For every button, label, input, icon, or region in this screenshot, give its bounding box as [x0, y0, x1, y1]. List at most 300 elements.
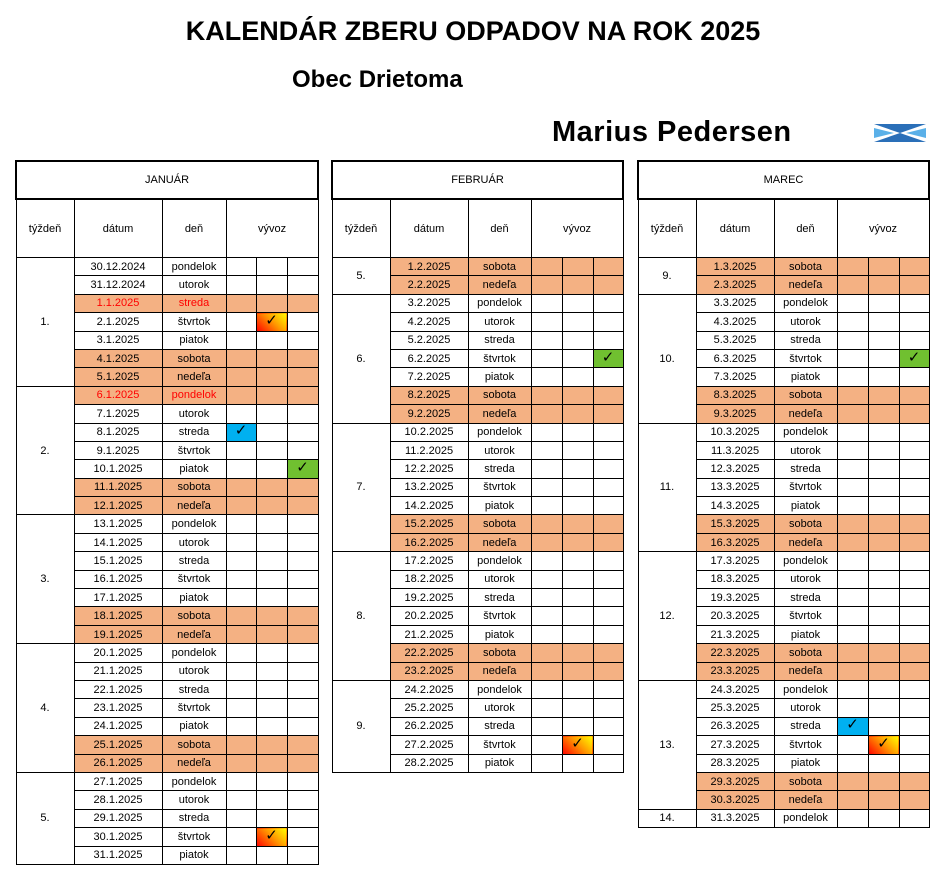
column-header-day: deň — [774, 199, 837, 258]
date-cell: 29.1.2025 — [74, 809, 162, 827]
pickup-cell — [899, 405, 929, 423]
pickup-cell — [226, 533, 256, 551]
pickup-cell — [837, 386, 868, 404]
day-name-cell: pondelok — [774, 423, 837, 441]
date-cell: 7.3.2025 — [696, 368, 774, 386]
day-name-cell: štvrtok — [162, 441, 226, 459]
pickup-cell — [593, 294, 623, 312]
pickup-cell — [868, 809, 899, 827]
pickup-cell — [593, 533, 623, 551]
pickup-cell — [256, 405, 287, 423]
date-cell: 27.3.2025 — [696, 736, 774, 754]
pickup-cell — [837, 791, 868, 809]
brand-name: Marius Pedersen — [552, 116, 792, 148]
pickup-cell — [287, 405, 318, 423]
column-header-day: deň — [468, 199, 531, 258]
pickup-cell — [226, 809, 256, 827]
pickup-cell — [256, 644, 287, 662]
date-cell: 1.3.2025 — [696, 258, 774, 276]
date-cell: 22.3.2025 — [696, 644, 774, 662]
pickup-cell — [256, 349, 287, 367]
pickup-cell — [837, 276, 868, 294]
pickup-cell — [287, 846, 318, 864]
date-cell: 24.1.2025 — [74, 717, 162, 735]
pickup-cell — [256, 258, 287, 276]
date-cell: 3.1.2025 — [74, 331, 162, 349]
date-cell: 31.1.2025 — [74, 846, 162, 864]
day-name-cell: piatok — [162, 846, 226, 864]
pickup-cell — [593, 699, 623, 717]
pickup-cell — [868, 680, 899, 698]
pickup-cell — [226, 625, 256, 643]
pickup-cell — [287, 607, 318, 625]
pickup-cell — [287, 644, 318, 662]
day-name-cell: sobota — [162, 736, 226, 754]
day-name-cell: pondelok — [162, 772, 226, 790]
week-number: 13. — [638, 680, 696, 809]
day-name-cell: piatok — [468, 497, 531, 515]
pickup-cell — [562, 662, 593, 680]
pickup-cell — [226, 276, 256, 294]
week-number: 11. — [638, 423, 696, 552]
day-name-cell: nedeľa — [162, 497, 226, 515]
pickup-cell — [562, 423, 593, 441]
day-name-cell: utorok — [468, 441, 531, 459]
pickup-cell — [868, 386, 899, 404]
pickup-cell — [837, 552, 868, 570]
day-name-cell: piatok — [774, 497, 837, 515]
date-cell: 23.3.2025 — [696, 662, 774, 680]
date-cell: 29.3.2025 — [696, 772, 774, 790]
pickup-cell — [899, 644, 929, 662]
pickup-cell — [256, 699, 287, 717]
day-name-cell: nedeľa — [162, 625, 226, 643]
municipality-name: Obec Drietoma — [292, 66, 463, 93]
pickup-cell — [868, 772, 899, 790]
day-name-cell: štvrtok — [162, 699, 226, 717]
month-table — [637, 160, 930, 828]
day-name-cell: streda — [468, 331, 531, 349]
pickup-cell — [837, 644, 868, 662]
day-name-cell: pondelok — [162, 386, 226, 404]
date-cell: 8.1.2025 — [74, 423, 162, 441]
day-name-cell: pondelok — [468, 294, 531, 312]
date-cell: 13.1.2025 — [74, 515, 162, 533]
pickup-cell — [899, 772, 929, 790]
pickup-cell — [226, 515, 256, 533]
pickup-cell — [837, 368, 868, 386]
pickup-cell — [287, 294, 318, 312]
day-name-cell: piatok — [468, 754, 531, 772]
day-name-cell: pondelok — [162, 258, 226, 276]
date-cell: 2.1.2025 — [74, 313, 162, 331]
day-name-cell: štvrtok — [162, 313, 226, 331]
pickup-cell — [562, 276, 593, 294]
day-name-cell: pondelok — [774, 809, 837, 827]
day-name-cell: streda — [774, 331, 837, 349]
pickup-cell — [837, 349, 868, 367]
pickup-cell — [899, 736, 929, 754]
pickup-cell — [256, 717, 287, 735]
pickup-cell — [868, 276, 899, 294]
date-cell: 7.2.2025 — [390, 368, 468, 386]
day-name-cell: sobota — [468, 258, 531, 276]
pickup-cell — [226, 680, 256, 698]
week-number: 7. — [332, 423, 390, 552]
pickup-cell — [226, 772, 256, 790]
pickup-cell — [287, 368, 318, 386]
date-cell: 8.2.2025 — [390, 386, 468, 404]
date-cell: 17.3.2025 — [696, 552, 774, 570]
column-header-day: deň — [162, 199, 226, 258]
pickup-cell — [899, 607, 929, 625]
pickup-cell — [562, 313, 593, 331]
pickup-cell — [899, 276, 929, 294]
date-cell: 26.1.2025 — [74, 754, 162, 772]
date-cell: 5.2.2025 — [390, 331, 468, 349]
pickup-cell — [562, 349, 593, 367]
pickup-cell — [837, 478, 868, 496]
checkmark-icon: ✓ — [846, 717, 859, 734]
pickup-cell — [287, 386, 318, 404]
day-row — [332, 552, 623, 570]
date-cell: 28.3.2025 — [696, 754, 774, 772]
pickup-cell — [562, 589, 593, 607]
date-cell: 20.1.2025 — [74, 644, 162, 662]
day-name-cell: utorok — [774, 570, 837, 588]
pickup-cell — [226, 754, 256, 772]
column-header-week: týždeň — [332, 199, 390, 258]
day-row — [16, 644, 318, 662]
pickup-cell — [226, 699, 256, 717]
pickup-cell — [531, 497, 562, 515]
date-cell: 18.3.2025 — [696, 570, 774, 588]
pickup-cell — [837, 680, 868, 698]
day-name-cell: pondelok — [162, 644, 226, 662]
pickup-cell — [256, 552, 287, 570]
column-header-date: dátum — [696, 199, 774, 258]
pickup-cell — [562, 699, 593, 717]
date-cell: 15.2.2025 — [390, 515, 468, 533]
pickup-cell — [531, 349, 562, 367]
pickup-cell — [531, 405, 562, 423]
pickup-cell — [593, 607, 623, 625]
pickup-cell — [226, 349, 256, 367]
date-cell: 17.1.2025 — [74, 589, 162, 607]
day-name-cell: štvrtok — [162, 570, 226, 588]
pickup-cell — [837, 754, 868, 772]
date-cell: 15.1.2025 — [74, 552, 162, 570]
pickup-cell — [868, 662, 899, 680]
day-name-cell: nedeľa — [468, 276, 531, 294]
pickup-cell — [899, 589, 929, 607]
pickup-cell — [531, 386, 562, 404]
day-name-cell: streda — [162, 809, 226, 827]
day-name-cell: nedeľa — [774, 405, 837, 423]
day-name-cell: utorok — [162, 276, 226, 294]
pickup-cell — [899, 717, 929, 735]
column-header-pickup: vývoz — [531, 199, 623, 258]
pickup-cell — [256, 736, 287, 754]
pickup-cell — [899, 423, 929, 441]
day-name-cell: štvrtok — [774, 736, 837, 754]
pickup-cell — [593, 331, 623, 349]
date-cell: 8.3.2025 — [696, 386, 774, 404]
day-name-cell: utorok — [162, 662, 226, 680]
day-name-cell: piatok — [162, 717, 226, 735]
pickup-cell — [226, 386, 256, 404]
pickup-cell — [226, 607, 256, 625]
pickup-cell — [287, 423, 318, 441]
day-name-cell: utorok — [162, 791, 226, 809]
day-name-cell: štvrtok — [468, 478, 531, 496]
pickup-cell — [868, 552, 899, 570]
pickup-cell — [868, 570, 899, 588]
pickup-cell — [531, 717, 562, 735]
pickup-mark-green — [899, 349, 929, 367]
day-name-cell: sobota — [774, 258, 837, 276]
pickup-cell — [287, 699, 318, 717]
pickup-cell — [899, 699, 929, 717]
pickup-cell — [287, 662, 318, 680]
pickup-cell — [562, 497, 593, 515]
pickup-cell — [531, 294, 562, 312]
pickup-cell — [531, 552, 562, 570]
day-name-cell: sobota — [774, 772, 837, 790]
pickup-cell — [837, 313, 868, 331]
pickup-cell — [287, 570, 318, 588]
pickup-mark-grad — [562, 736, 593, 754]
pickup-cell — [868, 368, 899, 386]
date-cell: 19.1.2025 — [74, 625, 162, 643]
pickup-cell — [531, 258, 562, 276]
pickup-mark-green — [593, 349, 623, 367]
pickup-cell — [837, 662, 868, 680]
pickup-cell — [226, 258, 256, 276]
day-name-cell: streda — [162, 680, 226, 698]
pickup-cell — [593, 570, 623, 588]
pickup-cell — [562, 607, 593, 625]
month-table — [331, 160, 624, 773]
pickup-cell — [226, 478, 256, 496]
pickup-cell — [562, 258, 593, 276]
pickup-cell — [256, 589, 287, 607]
day-row — [332, 423, 623, 441]
date-cell: 15.3.2025 — [696, 515, 774, 533]
day-name-cell: sobota — [774, 386, 837, 404]
pickup-cell — [899, 625, 929, 643]
pickup-cell — [287, 589, 318, 607]
day-name-cell: utorok — [162, 405, 226, 423]
pickup-cell — [593, 515, 623, 533]
week-number: 9. — [332, 680, 390, 772]
date-cell: 11.2.2025 — [390, 441, 468, 459]
pickup-cell — [287, 736, 318, 754]
date-cell: 6.2.2025 — [390, 349, 468, 367]
pickup-cell — [593, 552, 623, 570]
pickup-cell — [531, 680, 562, 698]
pickup-cell — [868, 791, 899, 809]
pickup-cell — [256, 809, 287, 827]
pickup-cell — [256, 368, 287, 386]
pickup-cell — [531, 607, 562, 625]
day-name-cell: piatok — [774, 754, 837, 772]
pickup-cell — [837, 258, 868, 276]
day-name-cell: utorok — [774, 313, 837, 331]
date-cell: 9.1.2025 — [74, 441, 162, 459]
pickup-cell — [837, 625, 868, 643]
date-cell: 6.3.2025 — [696, 349, 774, 367]
date-cell: 10.1.2025 — [74, 460, 162, 478]
date-cell: 4.2.2025 — [390, 313, 468, 331]
pickup-cell — [226, 331, 256, 349]
date-cell: 5.1.2025 — [74, 368, 162, 386]
month-name: FEBRUÁR — [332, 161, 623, 199]
date-cell: 4.1.2025 — [74, 349, 162, 367]
pickup-cell — [837, 570, 868, 588]
date-cell: 18.1.2025 — [74, 607, 162, 625]
pickup-cell — [899, 313, 929, 331]
pickup-cell — [531, 644, 562, 662]
pickup-cell — [868, 589, 899, 607]
date-cell: 9.2.2025 — [390, 405, 468, 423]
date-cell: 25.1.2025 — [74, 736, 162, 754]
pickup-cell — [562, 717, 593, 735]
pickup-cell — [287, 828, 318, 846]
pickup-cell — [562, 552, 593, 570]
pickup-cell — [562, 754, 593, 772]
date-cell: 26.3.2025 — [696, 717, 774, 735]
day-name-cell: štvrtok — [468, 349, 531, 367]
pickup-cell — [256, 625, 287, 643]
pickup-cell — [531, 460, 562, 478]
pickup-cell — [256, 772, 287, 790]
pickup-cell — [531, 570, 562, 588]
pickup-cell — [531, 276, 562, 294]
date-cell: 20.2.2025 — [390, 607, 468, 625]
pickup-cell — [562, 368, 593, 386]
checkmark-icon: ✓ — [601, 349, 615, 366]
pickup-cell — [837, 809, 868, 827]
calendar-february — [331, 160, 624, 773]
day-name-cell: štvrtok — [468, 607, 531, 625]
pickup-cell — [899, 515, 929, 533]
month-name: JANUÁR — [16, 161, 318, 199]
day-name-cell: utorok — [468, 313, 531, 331]
day-name-cell: piatok — [774, 625, 837, 643]
date-cell: 26.2.2025 — [390, 717, 468, 735]
day-row — [638, 552, 929, 570]
week-number: 12. — [638, 552, 696, 681]
pickup-cell — [531, 331, 562, 349]
date-cell: 12.2.2025 — [390, 460, 468, 478]
day-name-cell: pondelok — [468, 680, 531, 698]
pickup-cell — [593, 644, 623, 662]
pickup-cell — [226, 644, 256, 662]
day-row — [16, 258, 318, 276]
pickup-cell — [899, 570, 929, 588]
pickup-cell — [593, 313, 623, 331]
date-cell: 24.2.2025 — [390, 680, 468, 698]
pickup-cell — [287, 717, 318, 735]
day-row — [332, 294, 623, 312]
column-header-pickup: vývoz — [226, 199, 318, 258]
marius-pedersen-logo-icon — [874, 122, 926, 144]
pickup-mark-grad — [256, 313, 287, 331]
pickup-cell — [287, 276, 318, 294]
day-name-cell: štvrtok — [774, 349, 837, 367]
pickup-cell — [287, 533, 318, 551]
pickup-cell — [256, 607, 287, 625]
pickup-cell — [562, 460, 593, 478]
pickup-cell — [287, 809, 318, 827]
column-header-date: dátum — [390, 199, 468, 258]
day-name-cell: nedeľa — [774, 662, 837, 680]
day-row — [638, 680, 929, 698]
pickup-cell — [868, 644, 899, 662]
pickup-cell — [287, 515, 318, 533]
pickup-cell — [256, 478, 287, 496]
date-cell: 12.1.2025 — [74, 497, 162, 515]
pickup-cell — [837, 294, 868, 312]
pickup-cell — [837, 772, 868, 790]
day-name-cell: nedeľa — [468, 533, 531, 551]
date-cell: 17.2.2025 — [390, 552, 468, 570]
pickup-cell — [899, 809, 929, 827]
date-cell: 21.3.2025 — [696, 625, 774, 643]
week-number: 3. — [16, 515, 74, 644]
pickup-cell — [562, 515, 593, 533]
pickup-cell — [837, 533, 868, 551]
pickup-mark-grad — [868, 736, 899, 754]
pickup-cell — [899, 460, 929, 478]
week-number: 5. — [16, 772, 74, 864]
date-cell: 19.3.2025 — [696, 589, 774, 607]
date-cell: 3.2.2025 — [390, 294, 468, 312]
column-header-pickup: vývoz — [837, 199, 929, 258]
day-name-cell: utorok — [774, 699, 837, 717]
pickup-cell — [899, 258, 929, 276]
pickup-cell — [593, 754, 623, 772]
day-name-cell: streda — [468, 589, 531, 607]
day-name-cell: štvrtok — [468, 736, 531, 754]
checkmark-icon: ✓ — [265, 827, 278, 844]
pickup-cell — [531, 736, 562, 754]
day-row — [332, 258, 623, 276]
day-name-cell: pondelok — [468, 423, 531, 441]
pickup-cell — [837, 405, 868, 423]
pickup-cell — [226, 405, 256, 423]
pickup-cell — [868, 625, 899, 643]
pickup-cell — [226, 662, 256, 680]
pickup-cell — [256, 533, 287, 551]
pickup-cell — [868, 441, 899, 459]
pickup-cell — [531, 423, 562, 441]
pickup-cell — [287, 625, 318, 643]
date-cell: 27.2.2025 — [390, 736, 468, 754]
pickup-cell — [868, 460, 899, 478]
pickup-cell — [562, 441, 593, 459]
pickup-cell — [593, 386, 623, 404]
date-cell: 27.1.2025 — [74, 772, 162, 790]
date-cell: 30.12.2024 — [74, 258, 162, 276]
date-cell: 16.2.2025 — [390, 533, 468, 551]
day-row — [16, 772, 318, 790]
pickup-cell — [226, 570, 256, 588]
week-number: 10. — [638, 294, 696, 423]
date-cell: 20.3.2025 — [696, 607, 774, 625]
pickup-cell — [593, 625, 623, 643]
